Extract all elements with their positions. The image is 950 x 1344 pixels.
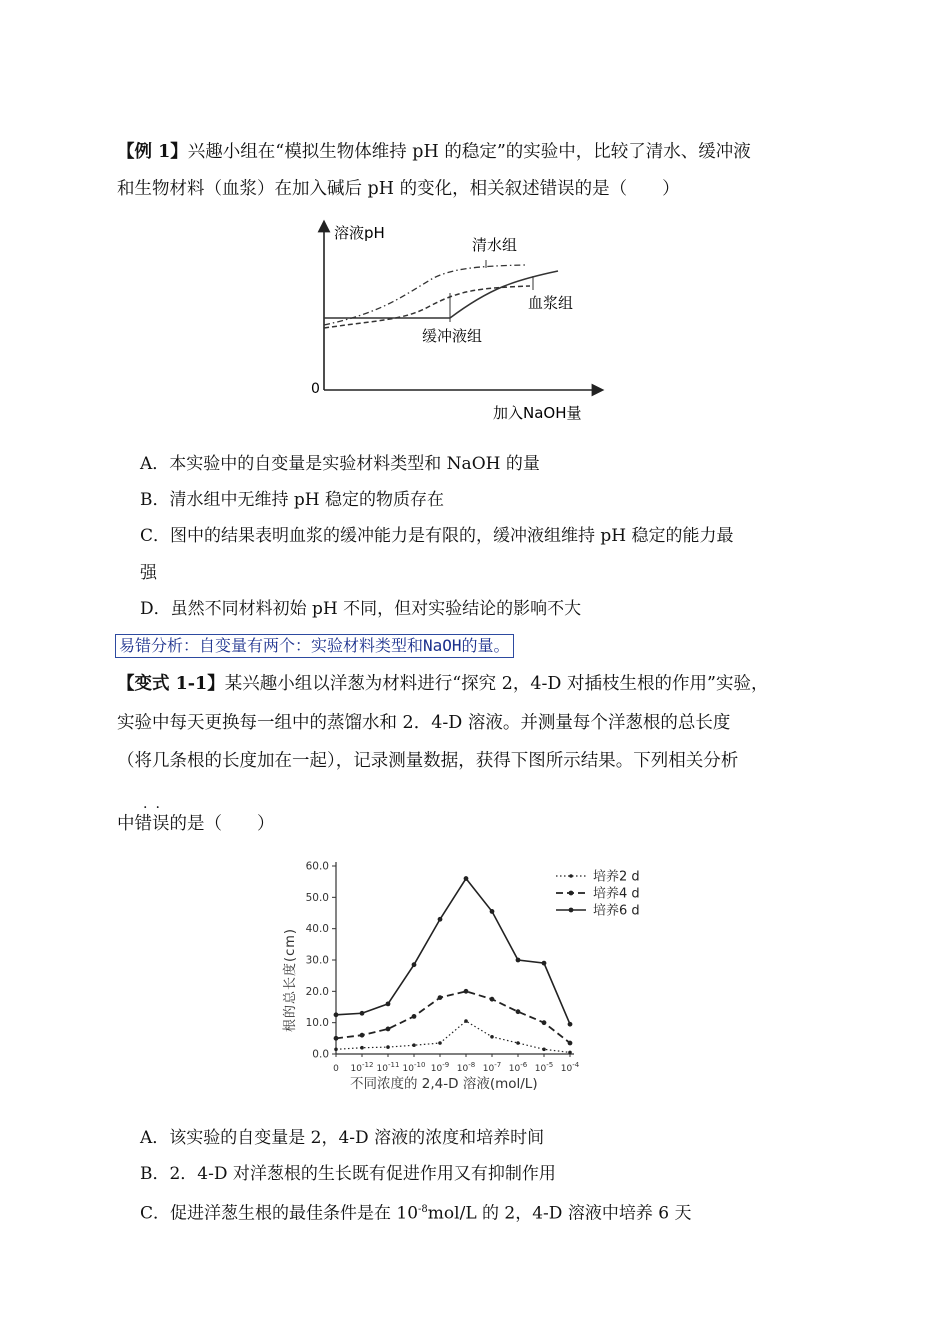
series-3-point [516,958,521,963]
series-3-point [542,961,547,966]
ph-x-label: 加入NaOH量 [493,404,582,422]
series-2-point [412,1014,417,1019]
x-tick-label: 0 [333,1064,339,1074]
var1-option-c-pre: C．促进洋葱生根的最佳条件是在 10 [140,1203,419,1224]
series-2-point [516,1009,521,1014]
buffer-curve [324,271,558,318]
var1-stem-line1 [117,673,768,695]
chart-legend [556,870,640,919]
series-2-point [542,1020,547,1025]
legend-label-3: 培养6 d [593,903,640,919]
x-tick-label: $10^{-8}$ [456,1061,476,1074]
var1-line1-text: 某兴趣小组以洋葱为材料进行“探究 2，4-D 对插枝生根的作用”实验， [224,674,769,694]
var1-stem-line3: （将几条根的长度加在一起），记录测量数据，获得下图所示结果。下列相关分析 [117,751,739,771]
legend-label-1: 培养2 d [593,869,640,885]
series-1-point [464,1019,468,1023]
series-1-point [360,1046,364,1050]
ex1-stem-line2: 和生物材料（血浆）在加入碱后 pH 的变化，相关叙述错误的是（ ） [117,179,680,199]
x-tick-label: $10^{-11}$ [376,1061,400,1074]
ex1-option-b: B．清水组中无维持 pH 稳定的物质存在 [140,490,445,510]
x-tick-label: $10^{-5}$ [534,1061,554,1074]
series-2-point [464,989,469,994]
buffer-label: 缓冲液组 [422,327,483,345]
water-label: 清水组 [472,236,518,254]
x-tick-label: $10^{-9}$ [430,1061,450,1074]
ex1-line1-text: 兴趣小组在“模拟生物体维持 pH 的稳定”的实验中，比较了清水、缓冲液 [187,142,751,162]
series-1-point [438,1041,442,1045]
series-2-point [568,1041,573,1046]
emphasis-marks: .. [143,796,168,812]
y-tick-label: 50.0 [305,891,329,904]
ex1-option-d: D．虽然不同材料初始 pH 不同，但对实验结论的影响不大 [140,599,582,619]
x-tick-label: $10^{-4}$ [560,1061,580,1074]
series-3-point [464,876,469,881]
series-line-1 [336,1021,570,1052]
x-tick-label: $10^{-6}$ [508,1061,528,1074]
var1-stem-line4: 中错误的是（ ） [117,814,275,834]
plasma-curve [324,286,530,328]
chart-series [334,876,573,1054]
series-3-point [334,1012,339,1017]
series-3-point [412,962,417,967]
y-tick-label: 20.0 [305,985,329,998]
series-2-point [438,995,443,1000]
var1-option-c-exponent: -8 [418,1204,428,1215]
ph-y-label: 溶液pH [334,224,385,242]
series-1-point [516,1041,520,1045]
y-tick-label: 40.0 [305,923,329,936]
x-tick-label: $10^{-7}$ [482,1061,502,1074]
series-1-point [334,1048,338,1052]
legend-marker-3 [569,908,574,913]
series-3-point [568,1022,573,1027]
series-1-point [490,1035,494,1039]
ex1-stem-line1 [117,141,751,163]
root-length-chart [278,852,678,1097]
series-line-2 [336,991,570,1043]
legend-marker-1 [569,874,573,878]
chart-y-label: 根的总长度(cm) [283,928,298,1032]
var1-option-b: B．2．4-D 对洋葱根的生长既有促进作用又有抑制作用 [140,1164,556,1184]
series-2-point [334,1036,339,1041]
series-2-point [386,1027,391,1032]
series-1-point [542,1048,546,1052]
ex1-tag: 【例 1】 [117,142,188,162]
ex1-option-a: A．本实验中的自变量是实验材料类型和 NaOH 的量 [140,454,540,474]
series-1-point [568,1051,572,1055]
ex1-option-c-line1: C．图中的结果表明血浆的缓冲能力是有限的，缓冲液组维持 pH 稳定的能力最 [140,526,734,546]
series-3-point [438,917,443,922]
x-tick-label: $10^{-10}$ [402,1061,426,1074]
y-tick-label: 10.0 [305,1017,329,1030]
series-2-point [360,1033,365,1038]
y-tick-label: 0.0 [312,1048,329,1061]
series-3-point [360,1011,365,1016]
series-2-point [490,997,495,1002]
legend-label-2: 培养4 d [593,886,640,902]
water-curve [324,265,525,325]
var1-stem-line2: 实验中每天更换每一组中的蒸馏水和 2．4-D 溶液。并测量每个洋葱根的总长度 [117,713,731,733]
chart-x-label: 不同浓度的 2,4-D 溶液(mol/L) [350,1076,538,1092]
series-3-point [490,909,495,914]
series-line-3 [336,879,570,1025]
y-tick-label: 30.0 [305,954,329,967]
var1-option-c-post: mol/L 的 2，4-D 溶液中培养 6 天 [427,1203,692,1224]
var1-option-a: A．该实验的自变量是 2，4-D 溶液的浓度和培养时间 [140,1128,545,1148]
ph-figure [300,218,620,428]
var1-option-c [140,1199,691,1225]
var1-tag: 【变式 1-1】 [117,674,225,694]
plasma-label: 血浆组 [528,294,574,312]
ex1-option-c-line2: 强 [140,563,157,583]
ph-origin: 0 [311,381,320,397]
error-analysis-box: 易错分析：自变量有两个：实验材料类型和NaOH的量。 [115,634,514,658]
legend-marker-2 [569,891,574,896]
chart-axes [306,861,580,1075]
series-1-point [386,1045,390,1049]
y-tick-label: 60.0 [305,860,329,873]
series-1-point [412,1043,416,1047]
x-tick-label: $10^{-12}$ [350,1061,374,1074]
series-3-point [386,1001,391,1006]
